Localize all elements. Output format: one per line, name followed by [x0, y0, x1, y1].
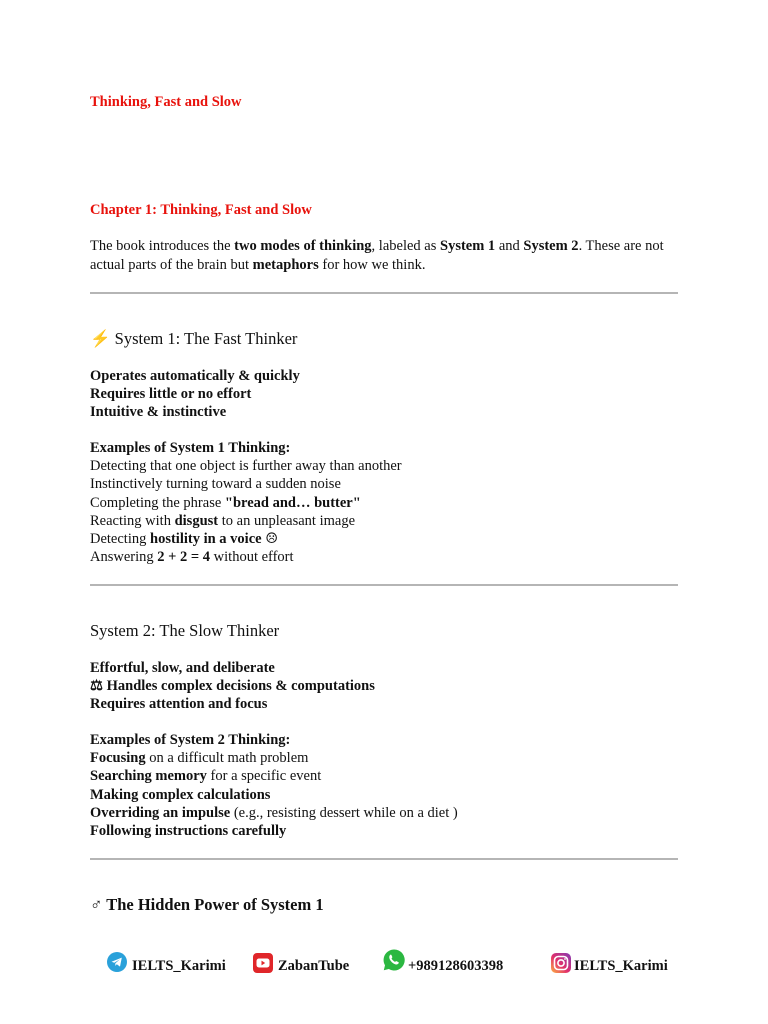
- list-item: Requires little or no effort: [90, 386, 252, 403]
- list-item: Completing the phrase "bread and… butter": [90, 494, 361, 511]
- footer-contacts: [0, 946, 768, 986]
- divider: [90, 584, 678, 586]
- list-item: Instinctively turning toward a sudden noise: [90, 476, 341, 493]
- list-item: Making complex calculations: [90, 786, 271, 803]
- youtube-icon[interactable]: [253, 953, 273, 973]
- system2-heading: System 2: The Slow Thinker: [90, 621, 280, 640]
- whatsapp-number[interactable]: +989128603398: [408, 958, 504, 974]
- chapter-label: Chapter 1: Thinking, Fast and Slow: [90, 202, 312, 218]
- list-item: Requires attention and focus: [90, 696, 268, 713]
- whatsapp-icon[interactable]: [382, 948, 406, 972]
- list-item: Overriding an impulse (e.g., resisting dessert while on a diet ): [90, 804, 458, 821]
- examples-heading: Examples of System 2 Thinking:: [90, 732, 291, 748]
- telegram-handle[interactable]: IELTS_Karimi: [132, 958, 226, 974]
- divider: [90, 292, 678, 294]
- list-item: Operates automatically & quickly: [90, 368, 300, 384]
- list-item: Searching memory for a specific event: [90, 768, 322, 785]
- instagram-handle[interactable]: IELTS_Karimi: [574, 958, 668, 974]
- system1-examples: [90, 439, 678, 566]
- youtube-channel[interactable]: ZabanTube: [278, 958, 350, 974]
- list-item: Effortful, slow, and deliberate: [90, 660, 275, 676]
- list-item: Intuitive & instinctive: [90, 404, 227, 421]
- list-item: Answering 2 + 2 = 4 without effort: [90, 549, 294, 566]
- chapter-heading: [90, 202, 312, 219]
- list-item: Focusing on a difficult math problem: [90, 750, 309, 767]
- document-title: Thinking, Fast and Slow: [90, 94, 242, 110]
- instagram-icon[interactable]: [551, 953, 571, 973]
- telegram-icon[interactable]: [107, 952, 127, 972]
- divider: [90, 858, 678, 860]
- hidden-power-heading: ♂ The Hidden Power of System 1: [90, 895, 324, 914]
- list-item: Detecting that one object is further away than another: [90, 458, 402, 475]
- system2-traits: [90, 659, 678, 714]
- list-item: ⚖ Handles complex decisions & computations: [90, 678, 375, 695]
- list-item: Reacting with disgust to an unpleasant image: [90, 512, 356, 529]
- list-item: Detecting hostility in a voice ☹: [90, 531, 279, 548]
- system1-heading: ⚡ System 1: The Fast Thinker: [90, 329, 298, 348]
- system2-examples: [90, 731, 678, 840]
- list-item: Following instructions carefully: [90, 823, 287, 840]
- system1-traits: [90, 367, 678, 422]
- intro-paragraph: The book introduces the two modes of thinking, labeled as System 1 and System 2. These are not actual parts of the brain but metaphors for how we think.: [90, 238, 664, 273]
- examples-heading: Examples of System 1 Thinking:: [90, 440, 291, 456]
